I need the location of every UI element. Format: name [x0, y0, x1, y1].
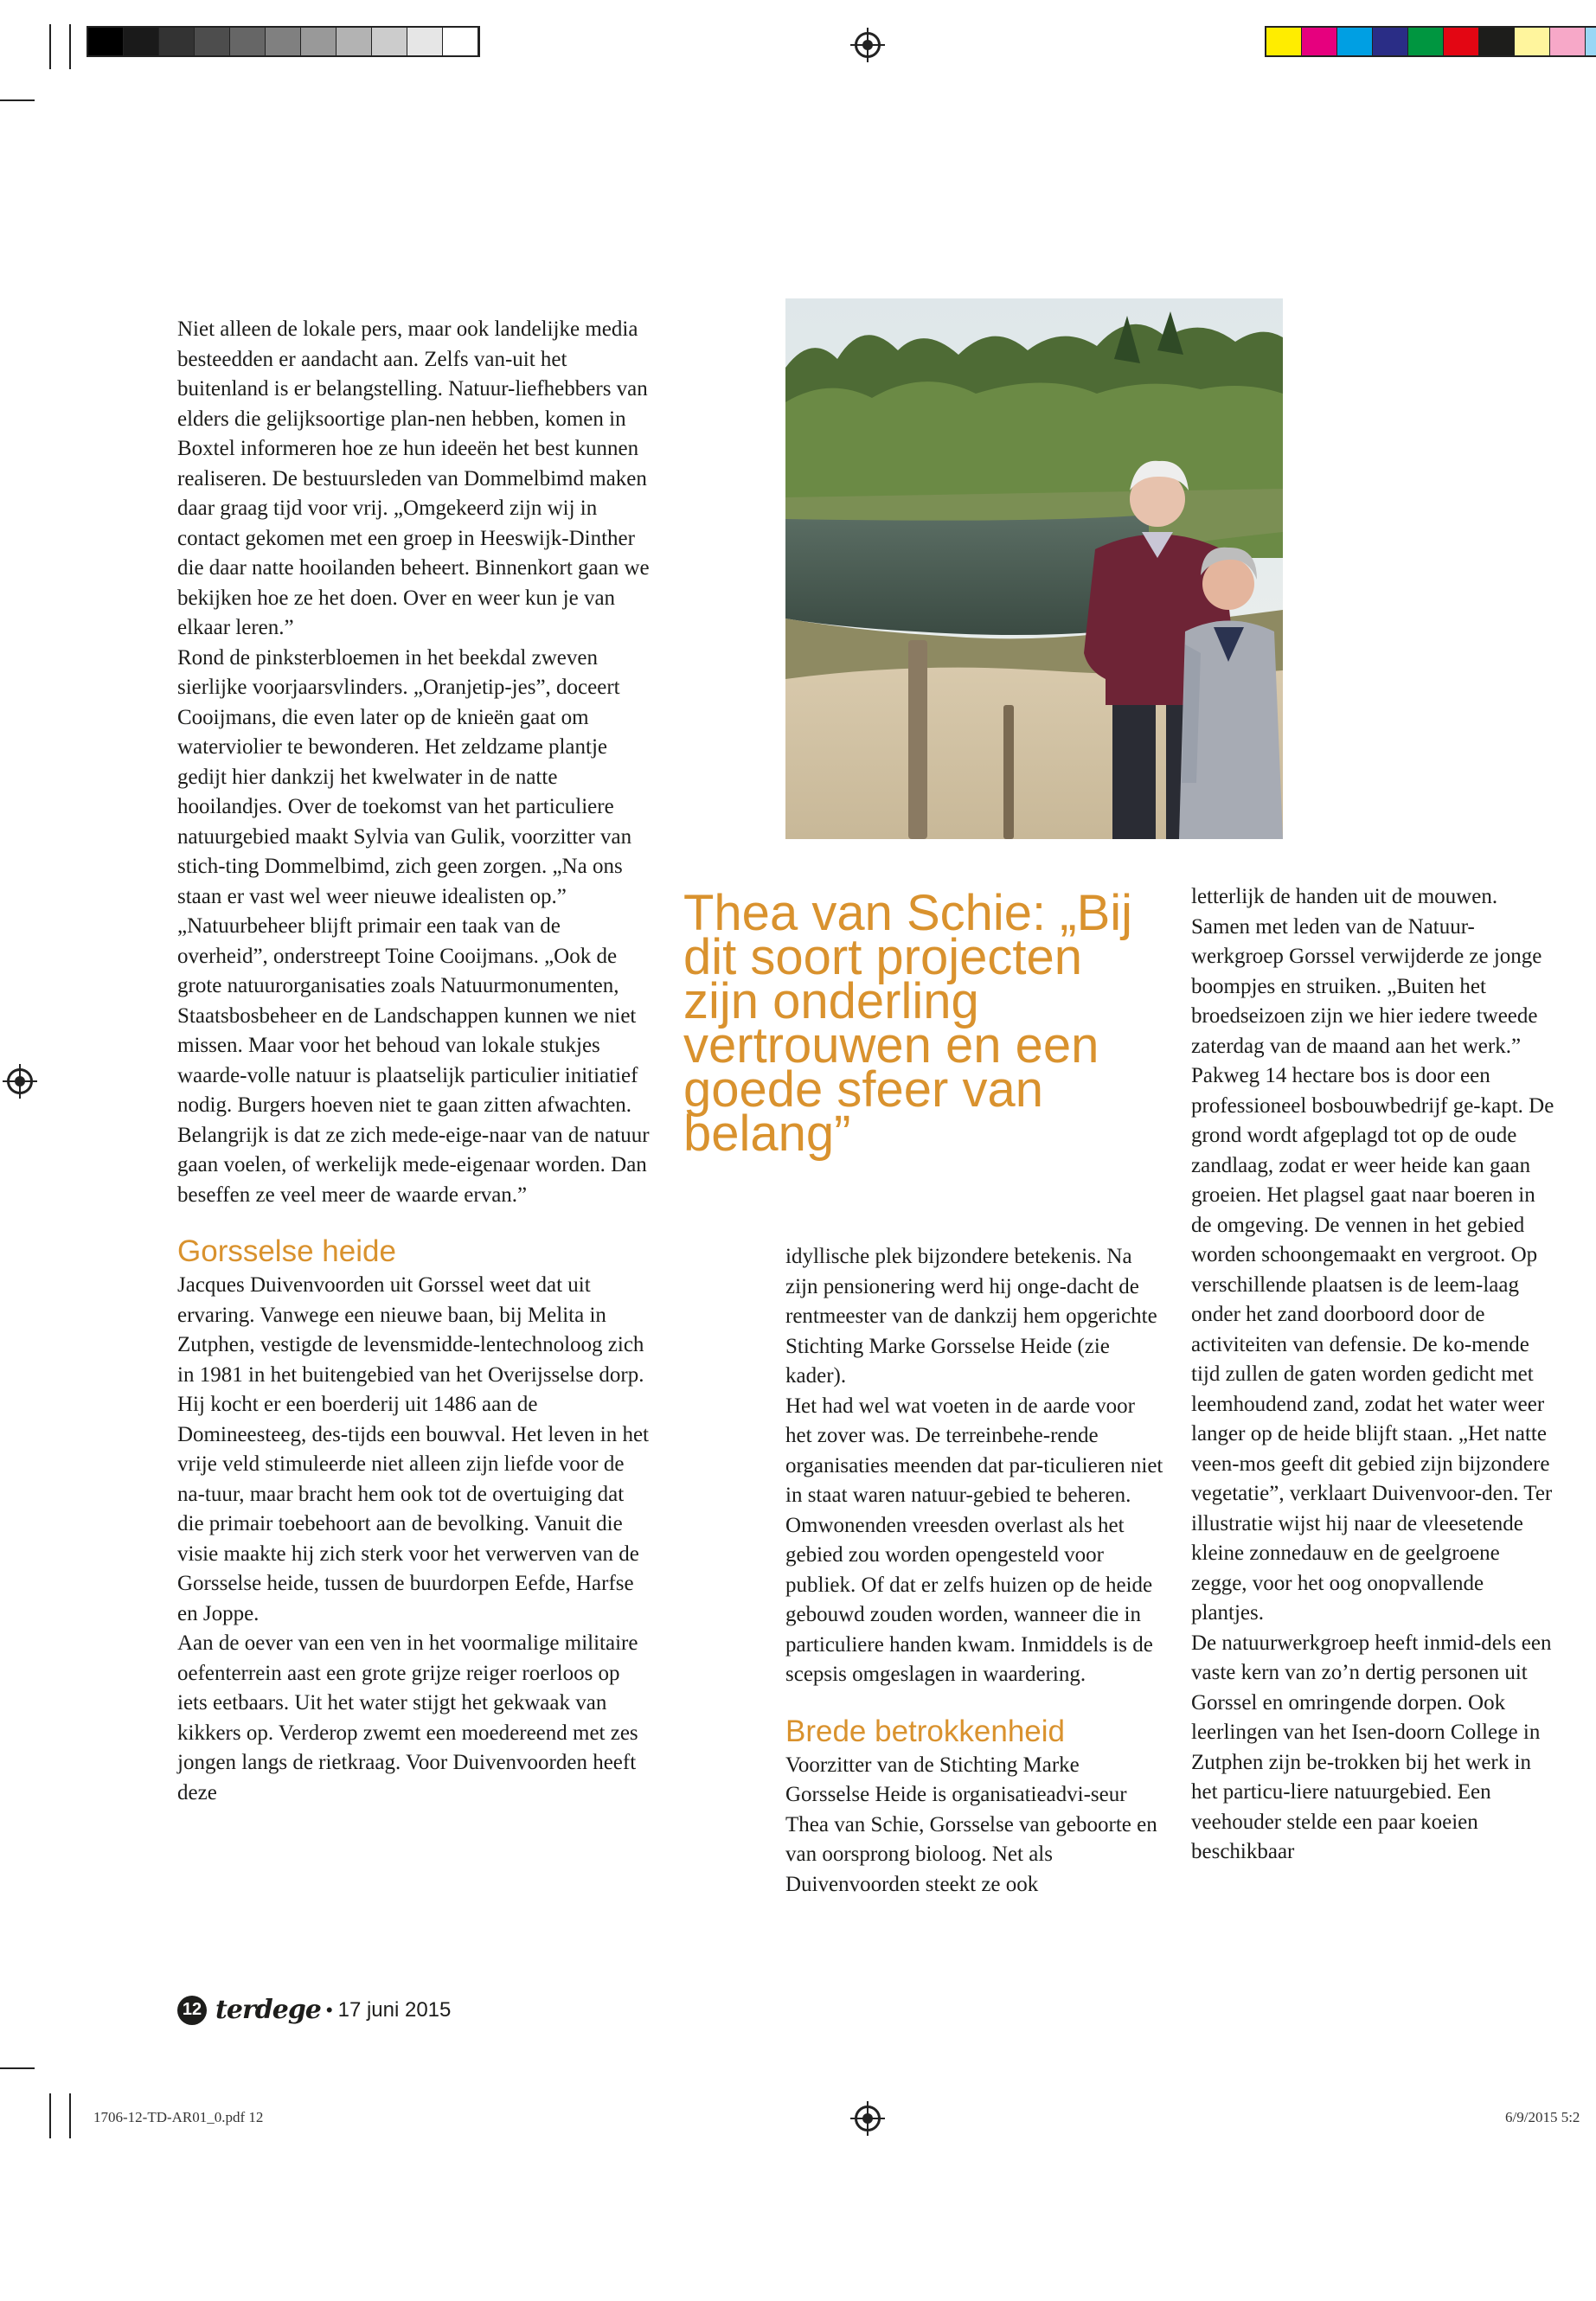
body-paragraph: Voorzitter van de Stichting Marke Gorsselse Heide is organisatieadvi-seur Thea van Schie, Gorsselse van geboorte en van oorsprong bioloog. Net als Duivenvoorden steekt ze ook — [785, 1753, 1157, 1896]
body-paragraph: „Natuurbeheer blijft primair een taak van de overheid”, onderstreept Toine Cooijmans. „Ook de grote natuurorganisaties zoals Natuurmonumenten, Staatsbosbeheer en de Landschappen kunnen we niet missen. Maar voor het behoud van lokale stukjes waarde-volle natuur is plaatselijk particulier initiatief nodig. Burgers hoeven niet te gaan zitten afwachten. Belangrijk is dat ze zich mede-eige-naar van de natuur gaan voelen, of werkelijk mede-eigenaar worden. Dan beseffen ze veel meer de waarde ervan.” — [177, 914, 650, 1207]
body-paragraph: Niet alleen de lokale pers, maar ook landelijke media besteedden er aandacht aan. Zelfs van-uit het buitenland is er belangstelling. Natuur-liefhebbers van elders die gelijksoortige plan-nen hebben, komen in Boxtel informeren hoe ze hun ideeën het best kunnen realiseren. De bestuursleden van Dommelbimd maken daar graag tijd voor vrij. „Omgekeerd zijn wij in contact gekomen met een groep in Heeswijk-Dinther die daar natte hooilanden beheert. Binnenkort gaan we bekijken hoe ze het doen. Over en weer kun je van elkaar leren.” — [177, 317, 650, 639]
slug-file-name: 1706-12-TD-AR01_0.pdf 12 — [93, 2109, 264, 2125]
color-swatch — [372, 28, 407, 55]
article-column-3 — [1191, 882, 1559, 1868]
color-swatch — [1408, 28, 1444, 55]
grayscale-color-bar — [87, 26, 480, 57]
registration-mark-bottom — [855, 2106, 881, 2131]
page-number-badge: 12 — [177, 1996, 207, 2025]
body-paragraph: letterlijk de handen uit de mouwen. Samen met leden van de Natuur-werkgroep Gorssel verwijderde ze jonge boompjes en struiken. „Buiten het broedseizoen zijn we hier iedere tweede zaterdag van de maand aan het werk.” — [1191, 885, 1542, 1058]
registration-mark-left — [7, 1068, 33, 1094]
color-swatch — [266, 28, 301, 55]
color-swatch — [407, 28, 443, 55]
color-swatch — [443, 28, 478, 55]
body-paragraph: idyllische plek bijzondere betekenis. Na zijn pensionering werd hij onge-dacht de rentmeester van de dankzij hem opgerichte Stichting Marke Gorsselse Heide (zie kader). — [785, 1245, 1157, 1388]
crop-mark-top-left-h — [0, 99, 35, 101]
crop-mark-bottom-left-v2 — [69, 2093, 71, 2138]
color-swatch — [1373, 28, 1408, 55]
magazine-logo: terdege — [215, 1995, 321, 2025]
issue-date: 17 juni 2015 — [337, 1997, 452, 2022]
page-footer — [177, 1995, 451, 2025]
color-swatch — [337, 28, 372, 55]
crop-mark-top-left-v1 — [49, 24, 51, 69]
color-swatch — [1586, 28, 1596, 55]
article-photo-two-people-at-heath-pond — [785, 298, 1283, 839]
body-paragraph: Rond de pinksterbloemen in het beekdal zweven sierlijke voorjaarsvlinders. „Oranjetip-jes”, doceert Cooijmans, die even later op de knieën gaat om waterviolier te bewonderen. Het zeldzame plantje gedijt hier dankzij het kwelwater in de natte hooilandjes. Over de toekomst van het particuliere natuurgebied maakt Sylvia van Gulik, voorzitter van stich-ting Dommelbimd, zich geen zorgen. „Na ons staan er vast wel weer nieuwe idealisten op.” — [177, 645, 632, 908]
article-column-2 — [785, 1242, 1166, 1900]
process-color-bar — [1265, 26, 1596, 57]
color-swatch — [124, 28, 159, 55]
color-swatch — [1266, 28, 1302, 55]
color-swatch — [1479, 28, 1515, 55]
crop-mark-bottom-left-v1 — [49, 2093, 51, 2138]
color-swatch — [195, 28, 230, 55]
footer-separator: • — [325, 1998, 333, 2021]
color-swatch — [159, 28, 195, 55]
body-paragraph: De natuurwerkgroep heeft inmid-dels een vaste kern van zo’n dertig personen uit Gorssel en omringende dorpen. Ook leerlingen van het Isen-doorn College in Zutphen zijn be-trokken bij het werk in het particu-liere natuurgebied. Een veehouder stelde een paar koeien beschikbaar — [1191, 1631, 1552, 1863]
article-column-1 — [177, 315, 651, 1808]
body-paragraph: Het had wel wat voeten in de aarde voor het zover was. De terreinbehe-rende organisaties meenden dat par-ticulieren niet in staat waren natuur-gebied te beheren. Omwonenden vreesden overlast als het gebied zou worden opengesteld voor publiek. Of dat er zelfs huizen op de heide gebouwd zouden worden, wanneer die in particuliere handen kwam. Inmiddels is de scepsis omgeslagen in waardering. — [785, 1394, 1163, 1686]
body-paragraph: Aan de oever van een ven in het voormalige militaire oefenterrein aast een grote grijze reiger roerloos op iets eetbaars. Uit het water stijgt het gekwaak van kikkers op. Verderop zwemt een moedereend met zes jongen langs de rietkraag. Voor Duivenvoorden heeft deze — [177, 1631, 638, 1804]
body-paragraph: Pakweg 14 hectare bos is door een professioneel bosbouwbedrijf ge-kapt. De grond wordt afgeplagd tot op de oude zandlaag, zodat er weer heide kan gaan groeien. Het plagsel gaat naar boeren in de omgeving. De vennen in het gebied worden schoongemaakt en vergroot. Op verschillende plaatsen is de leem-laag onder het zand doorboord door de activiteiten van defensie. De ko-mende tijd zullen de gaten worden gedicht met leemhoudend zand, zodat het water weer langer op de heide blijft staan. „Het natte veen-mos geeft dit gebied zijn bijzondere vegetatie”, verklaart Duivenvoor-den. Ter illustratie wijst hij naar de vleesetende kleine zonnedauw en de geelgroene zegge, voor het oog onopvallende plantjes. — [1191, 1064, 1554, 1625]
color-swatch — [1302, 28, 1337, 55]
crop-mark-bottom-left-h — [0, 2067, 35, 2069]
slug-timestamp: 6/9/2015 5:2 — [1505, 2109, 1580, 2125]
color-swatch — [1550, 28, 1586, 55]
pull-quote: Thea van Schie: „Bij dit soort projecten zijn onderling vertrouwen en een goede sfeer van belang” — [683, 885, 1133, 1162]
color-swatch — [88, 28, 124, 55]
subheading-gorsselse-heide: Gorsselse heide — [177, 1234, 396, 1268]
color-swatch — [1444, 28, 1479, 55]
body-paragraph: Jacques Duivenvoorden uit Gorssel weet dat uit ervaring. Vanwege een nieuwe baan, bij Melita in Zutphen, vestigde de levensmidde-lentechnoloog zich in 1981 in het buitengebied van het Overijsselse dorp. Hij kocht er een boerderij uit 1486 aan de Domineesteeg, des-tijds een bouwval. Het leven in het vrije veld stimuleerde niet alleen zijn liefde voor de na-tuur, maar bracht hem ook tot de overtuiging dat die primair toebehoort aan de bevolking. Vanuit die visie maakte hij zich sterk voor het verwerven van de Gorsselse heide, tussen de buurdorpen Eefde, Harfse en Joppe. — [177, 1273, 649, 1625]
crop-mark-top-left-v2 — [69, 24, 71, 69]
color-swatch — [301, 28, 337, 55]
registration-mark-top — [855, 32, 881, 58]
subheading-brede-betrokkenheid: Brede betrokkenheid — [785, 1714, 1065, 1748]
color-swatch — [230, 28, 266, 55]
color-swatch — [1337, 28, 1373, 55]
color-swatch — [1515, 28, 1550, 55]
